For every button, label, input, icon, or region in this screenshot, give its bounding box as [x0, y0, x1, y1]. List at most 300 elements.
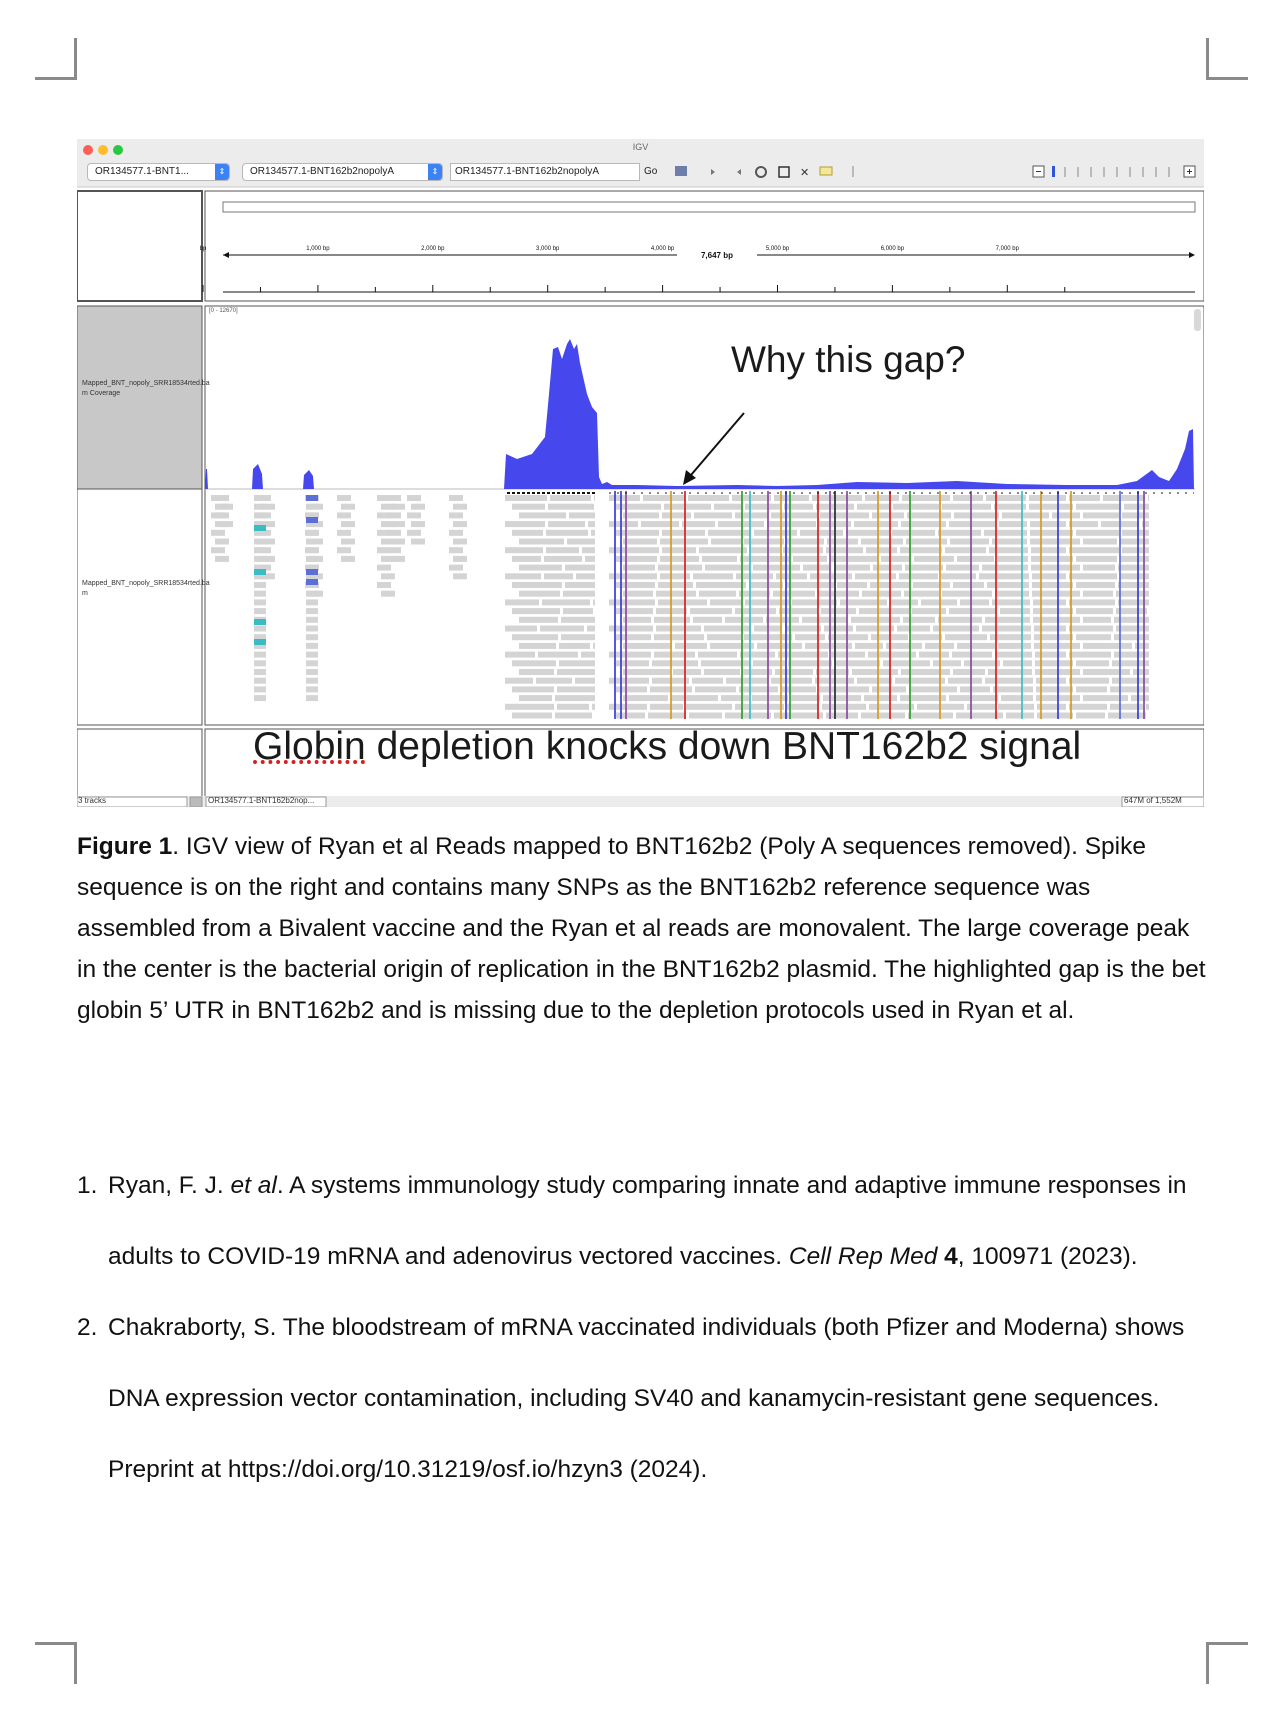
read [711, 539, 741, 545]
read [306, 634, 318, 640]
read [1069, 599, 1115, 605]
read [609, 521, 638, 527]
read [993, 686, 1033, 692]
read [519, 617, 558, 623]
read [407, 530, 421, 536]
read [254, 591, 266, 597]
mismatch-column [625, 491, 627, 719]
read [254, 695, 266, 701]
read [725, 617, 763, 623]
read [1083, 643, 1132, 649]
read [658, 599, 707, 605]
read [306, 660, 318, 666]
read [337, 512, 351, 518]
read-variant [306, 495, 318, 501]
read [567, 539, 595, 545]
read [886, 643, 922, 649]
reference-item [77, 1292, 1207, 1505]
read [689, 713, 722, 719]
read [387, 495, 401, 501]
read [211, 530, 225, 536]
popup-icon[interactable] [820, 167, 832, 175]
read [1083, 565, 1115, 571]
read [1069, 626, 1113, 632]
read [985, 617, 1030, 623]
read [786, 582, 834, 588]
read [219, 521, 233, 527]
genome-dropdown-value: OR134577.1-BNT1... [95, 166, 189, 177]
read [660, 556, 699, 562]
read [699, 591, 736, 597]
read [519, 643, 556, 649]
read [1034, 634, 1073, 640]
figure-caption [77, 826, 1207, 1031]
mismatch-column [684, 491, 686, 719]
read [900, 547, 942, 553]
read [337, 547, 351, 553]
read [581, 652, 595, 658]
read [254, 660, 266, 666]
mismatch-column [817, 491, 819, 719]
igv-screenshot [77, 139, 1204, 807]
read [1108, 713, 1146, 719]
read [582, 547, 595, 553]
read [306, 591, 318, 597]
read [387, 512, 401, 518]
read [784, 504, 813, 510]
read [984, 530, 1027, 536]
read [897, 626, 930, 632]
read [341, 556, 355, 562]
read [1083, 695, 1128, 701]
read [1124, 504, 1149, 510]
read [575, 678, 595, 684]
read [1033, 599, 1066, 605]
read [1030, 530, 1073, 536]
mismatch-column [1137, 491, 1139, 719]
read [306, 686, 318, 692]
read [411, 504, 425, 510]
read [739, 591, 770, 597]
read [949, 521, 996, 527]
chevron-down-icon: ⇕ [215, 164, 229, 180]
read [505, 547, 543, 553]
mismatch-column [670, 491, 672, 719]
read [565, 582, 595, 588]
read [609, 495, 640, 501]
read [512, 556, 541, 562]
read [1032, 591, 1080, 597]
read [946, 565, 979, 571]
read [740, 652, 775, 658]
read [407, 495, 421, 501]
read [995, 591, 1029, 597]
read [1033, 608, 1073, 614]
read [913, 582, 950, 588]
read [219, 504, 233, 510]
read [650, 704, 683, 710]
read-variant [306, 579, 318, 585]
read [211, 547, 225, 553]
read [890, 599, 918, 605]
read [341, 539, 355, 545]
mismatch-column [1057, 491, 1059, 719]
mismatch-column [620, 491, 622, 719]
read [995, 652, 1032, 658]
locus-input[interactable]: OR134577.1-BNT162b2nopolyA [450, 163, 640, 181]
read [851, 617, 900, 623]
read [505, 626, 537, 632]
read [411, 539, 425, 545]
read [1069, 495, 1100, 501]
read [793, 556, 827, 562]
read [391, 539, 405, 545]
mismatch-column [889, 491, 891, 719]
read [800, 530, 843, 536]
read [519, 512, 566, 518]
read [957, 643, 995, 649]
home-icon[interactable] [675, 166, 687, 176]
read [557, 686, 595, 692]
read [688, 495, 729, 501]
feature-name-panel [77, 729, 202, 801]
read [820, 512, 869, 518]
read [542, 599, 590, 605]
mismatch-column [749, 491, 751, 719]
read [563, 591, 595, 597]
read [908, 713, 953, 719]
read [686, 704, 732, 710]
mismatch-column [780, 491, 782, 719]
zoom-slider[interactable] [1052, 166, 1055, 177]
read [826, 547, 863, 553]
read [546, 547, 579, 553]
read [960, 599, 989, 605]
read [505, 704, 554, 710]
read [563, 608, 593, 614]
read-variant [254, 525, 266, 531]
read [453, 539, 467, 545]
read [306, 530, 318, 536]
read [827, 539, 858, 545]
read [986, 495, 1026, 501]
read [381, 573, 395, 579]
read [948, 678, 982, 684]
read [662, 512, 691, 518]
read [387, 530, 401, 536]
read [830, 556, 878, 562]
read [695, 686, 736, 692]
read [548, 504, 594, 510]
read [616, 556, 657, 562]
genome-dropdown[interactable] [87, 163, 230, 181]
read [1031, 565, 1080, 571]
read [861, 539, 903, 545]
read [254, 599, 266, 605]
read [1035, 652, 1066, 658]
status-memory: 647M of 1,552M [1124, 796, 1182, 805]
read [254, 608, 266, 614]
read [519, 669, 554, 675]
read [749, 582, 783, 588]
read [254, 669, 266, 675]
read [857, 678, 892, 684]
crop-mark-bottom-left [35, 1642, 77, 1684]
ruler-tick-label: 2,000 bp [421, 246, 445, 252]
read [846, 530, 889, 536]
read [449, 512, 463, 518]
read [453, 573, 467, 579]
read [933, 660, 961, 666]
read [1076, 608, 1113, 614]
read [998, 704, 1034, 710]
reference-number: 1. [77, 1172, 98, 1199]
crop-mark-top-right [1206, 38, 1248, 80]
reference-title: . A systems immunology study comparing innate and adaptive immune responses in adults to COVID-19 mRNA and adenovirus vectored vaccines. [108, 1172, 1187, 1270]
status-track-count: 3 tracks [78, 796, 107, 805]
read [505, 652, 535, 658]
read [705, 565, 750, 571]
read [519, 539, 564, 545]
read [1030, 521, 1066, 527]
read [662, 547, 696, 553]
alignment-track-name[interactable]: Mapped_BNT_nopoly_SRR18534rted.bam [82, 580, 210, 597]
read [1083, 669, 1130, 675]
reference-etal: et al [230, 1172, 277, 1199]
read [698, 652, 737, 658]
read [787, 704, 819, 710]
read [341, 504, 355, 510]
read [654, 652, 695, 658]
read [391, 521, 405, 527]
read [773, 591, 815, 597]
go-button[interactable]: Go [644, 166, 658, 177]
ruler-tick-label: bp [199, 246, 207, 252]
read [306, 669, 318, 675]
read [658, 565, 702, 571]
read [1083, 539, 1117, 545]
read [538, 652, 578, 658]
reference-text: Chakraborty, S. The bloodstream of mRNA vaccinated individuals (both Pfizer and Moderna) shows DNA expression vector contamination, including SV40 and kanamycin-resistant gene sequences. Preprint at https://doi.org/10.31219/osf.io/hzyn3 (2024). [108, 1314, 1185, 1483]
ruler-tick-label: 3,000 bp [536, 246, 560, 252]
read [1034, 626, 1066, 632]
read [1083, 591, 1113, 597]
read [865, 495, 899, 501]
chromosome-dropdown[interactable] [242, 163, 443, 181]
reference-journal: Cell Rep Med [788, 1243, 938, 1270]
read [696, 582, 746, 588]
read [512, 608, 560, 614]
read [540, 626, 584, 632]
read [1000, 608, 1030, 614]
read [1030, 539, 1080, 545]
read [1052, 512, 1080, 518]
read [766, 617, 799, 623]
ruler-tick-label: 7,000 bp [995, 246, 1019, 252]
read [306, 599, 318, 605]
read [1006, 713, 1034, 719]
read [909, 686, 957, 692]
read [821, 608, 856, 614]
read [693, 617, 722, 623]
read [593, 599, 595, 605]
read [1003, 660, 1032, 666]
read [791, 695, 820, 701]
read [254, 504, 266, 510]
read [869, 704, 914, 710]
read [306, 626, 318, 632]
read [654, 634, 704, 640]
mismatch-column [939, 491, 941, 719]
read [306, 608, 318, 614]
mismatch-column [1143, 491, 1145, 719]
read [559, 643, 590, 649]
read [1069, 573, 1117, 579]
read [623, 591, 653, 597]
read [998, 643, 1031, 649]
read [643, 495, 685, 501]
read [254, 582, 266, 588]
read [591, 530, 595, 536]
read [1069, 704, 1107, 710]
read [453, 556, 467, 562]
read [306, 556, 318, 562]
read [868, 652, 916, 658]
read [337, 495, 351, 501]
read [391, 504, 405, 510]
read [1148, 495, 1149, 501]
read [1031, 556, 1073, 562]
read [739, 686, 778, 692]
read-variant [254, 569, 266, 575]
read [942, 591, 992, 597]
mismatch-column [834, 491, 836, 719]
read [675, 643, 707, 649]
mismatch-column [767, 491, 769, 719]
read [512, 530, 543, 536]
mismatch-column [877, 491, 879, 719]
read [861, 713, 905, 719]
read [1032, 582, 1073, 588]
read [565, 565, 595, 571]
read [453, 521, 467, 527]
read [505, 599, 539, 605]
reference-authors: Ryan, F. J. [108, 1172, 231, 1199]
read [699, 547, 747, 553]
read [708, 530, 751, 536]
read [893, 504, 939, 510]
read [254, 539, 266, 545]
read [546, 530, 588, 536]
read [254, 678, 266, 684]
read [557, 669, 595, 675]
read [953, 495, 983, 501]
read [519, 591, 560, 597]
read [819, 686, 869, 692]
read [658, 582, 693, 588]
mismatch-column [846, 491, 848, 719]
read [805, 643, 852, 649]
read [1029, 495, 1066, 501]
reference-item [77, 1150, 1207, 1292]
mismatch-column [741, 491, 743, 719]
read [215, 539, 229, 545]
read [623, 643, 672, 649]
read [812, 495, 862, 501]
read [215, 556, 229, 562]
read [1031, 547, 1066, 553]
mismatch-column [1040, 491, 1042, 719]
scrollbar[interactable] [1194, 309, 1201, 331]
read [623, 669, 670, 675]
read [710, 599, 742, 605]
read [616, 504, 661, 510]
read [585, 556, 595, 562]
read [859, 608, 909, 614]
read [453, 504, 467, 510]
read [892, 530, 935, 536]
annotation-globin-rest: depletion knocks down BNT162b2 signal [365, 725, 1082, 768]
read [707, 634, 741, 640]
read [306, 652, 318, 658]
read [1069, 652, 1111, 658]
read [609, 573, 657, 579]
read [449, 530, 463, 536]
read [964, 660, 1000, 666]
alignment-track-name-panel [77, 489, 202, 725]
read [954, 512, 999, 518]
read [544, 573, 573, 579]
read [982, 626, 1031, 632]
read [822, 704, 866, 710]
read [862, 591, 901, 597]
read [907, 512, 951, 518]
read [1032, 573, 1066, 579]
read [561, 617, 595, 623]
mismatch-column [909, 491, 911, 719]
read [593, 643, 595, 649]
read [662, 530, 705, 536]
read [1131, 695, 1149, 701]
resize-icon[interactable]: ✕ [800, 166, 810, 179]
read [588, 521, 595, 527]
read [306, 678, 318, 684]
read [774, 495, 809, 501]
read [1076, 660, 1109, 666]
read [767, 521, 816, 527]
read [903, 617, 935, 623]
read [341, 521, 355, 527]
read [1001, 695, 1033, 701]
read [864, 695, 897, 701]
read-variant [254, 619, 266, 625]
read [802, 617, 848, 623]
read [555, 695, 595, 701]
read [949, 608, 997, 614]
read [682, 521, 715, 527]
read [949, 695, 998, 701]
read [1146, 704, 1149, 710]
read [544, 556, 582, 562]
read [671, 695, 718, 701]
read [254, 556, 266, 562]
read [623, 539, 657, 545]
figure-caption-text: . IGV view of Ryan et al Reads mapped to BNT162b2 (Poly A sequences removed). Spike sequence is on the right and contains many SNPs as the BNT162b2 reference sequence was assembled from a Bivalent vaccine and the Ryan et al reads are monovalent. The large coverage peak in the center is the bacterial origin of replication in the BNT162b2 plasmid. The highlighted gap is the bet globin 5’ UTR in BNT162b2 and is missing due to the depletion protocols used in Ryan et al. [77, 833, 1206, 1024]
read [735, 512, 768, 518]
read [391, 556, 405, 562]
read [945, 634, 987, 640]
coverage-track-name[interactable]: Mapped_BNT_nopoly_SRR18534rted.bam Coverage [82, 380, 210, 397]
